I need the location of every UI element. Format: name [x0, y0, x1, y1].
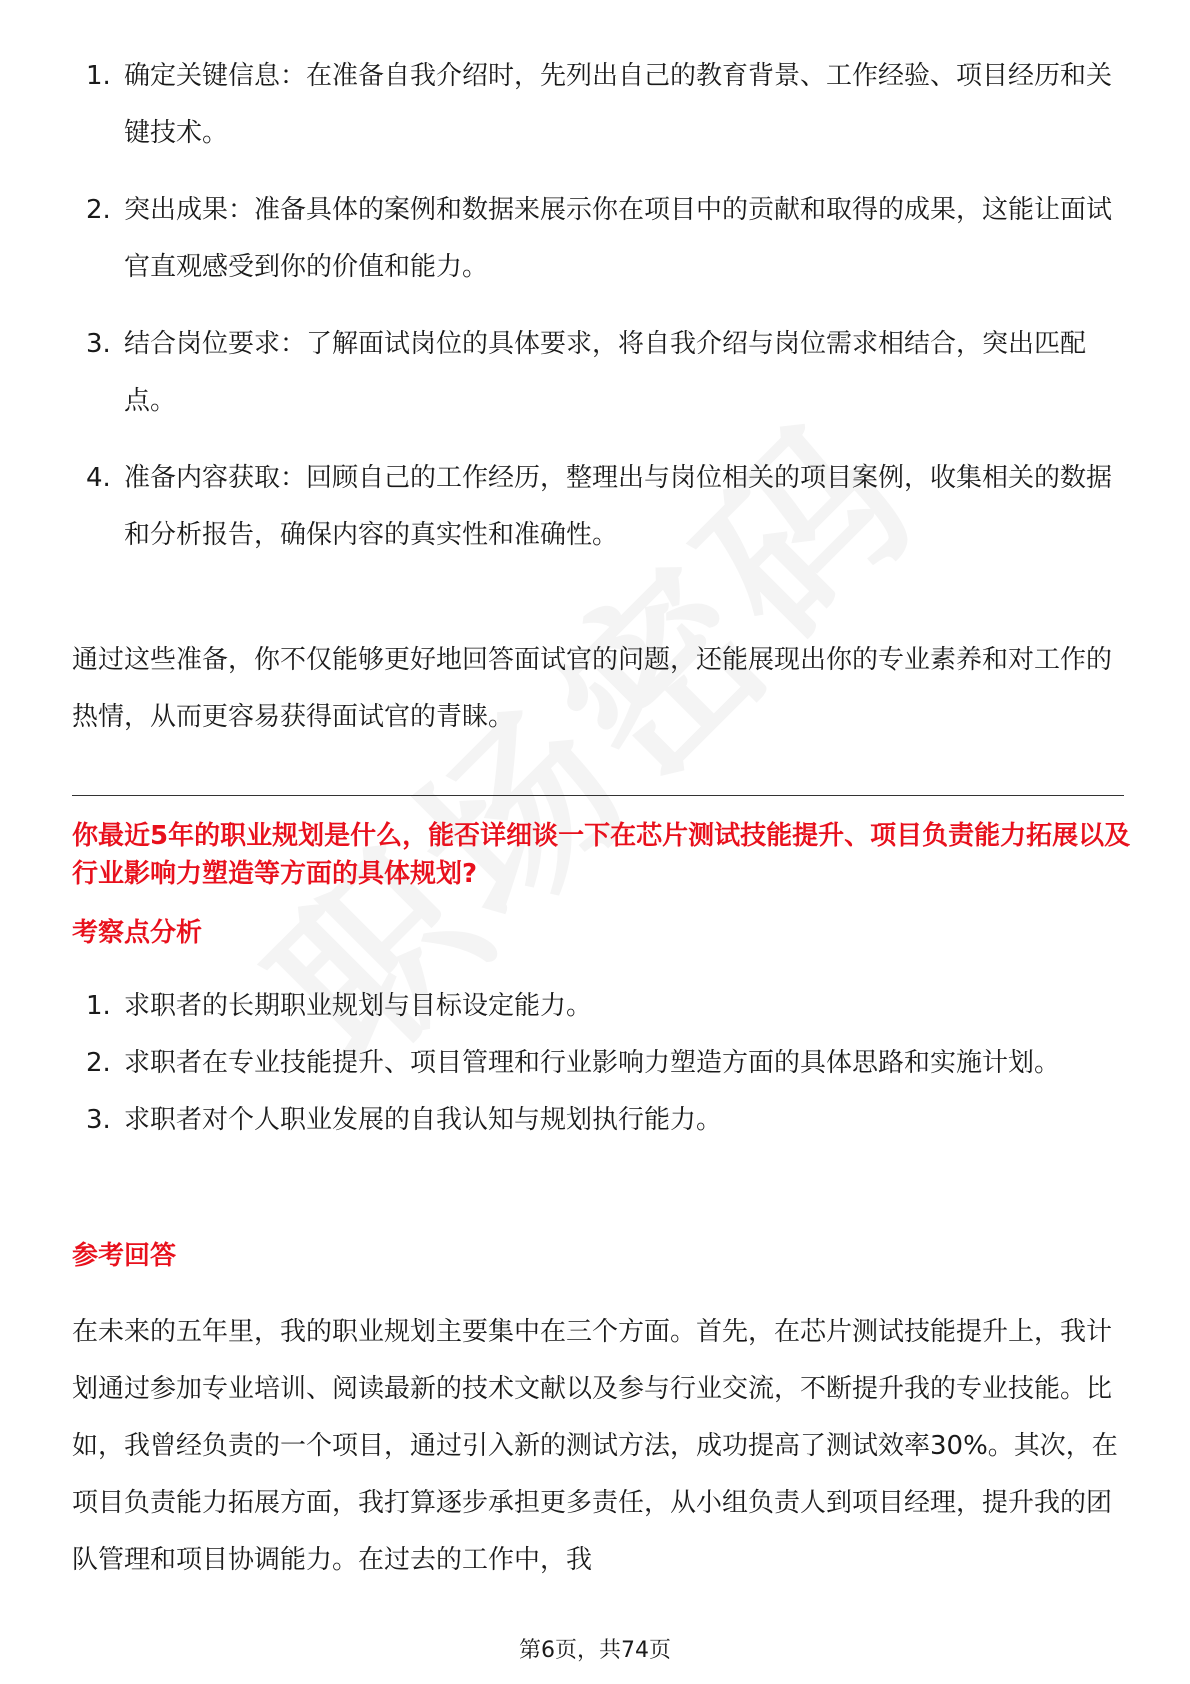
list-item: [72, 450, 1122, 564]
list-text: 突出成果：准备具体的案例和数据来展示你在项目中的贡献和取得的成果，这能让面试官直观感受到你的价值和能力。: [124, 195, 1113, 282]
list-number: 1.: [86, 991, 111, 1021]
list-text: 准备内容获取：回顾自己的工作经历，整理出与岗位相关的项目案例，收集相关的数据和分析报告，确保内容的真实性和准确性。: [124, 463, 1113, 550]
list-item: [72, 978, 1122, 1035]
question-title: 你最近5年的职业规划是什么，能否详细谈一下在芯片测试技能提升、项目负责能力拓展以及行业影响力塑造等方面的具体规划?: [72, 821, 1131, 889]
list-text: 求职者对个人职业发展的自我认知与规划执行能力。: [124, 1105, 723, 1135]
list-number: 2.: [86, 195, 111, 225]
prep-list: [72, 48, 1122, 564]
list-number: 3.: [86, 1105, 111, 1135]
section-divider: [72, 795, 1124, 796]
answer-heading: 参考回答: [72, 1241, 177, 1271]
list-text: 确定关键信息：在准备自我介绍时，先列出自己的教育背景、工作经验、项目经历和关键技术。: [124, 61, 1113, 148]
list-number: 4.: [86, 463, 111, 493]
list-item: [72, 316, 1122, 430]
answer-paragraph: 在未来的五年里，我的职业规划主要集中在三个方面。首先，在芯片测试技能提升上，我计划通过参加专业培训、阅读最新的技术文献以及参与行业交流，不断提升我的专业技能。比如，我曾经负责的一个项目，通过引入新的测试方法，成功提高了测试效率30%。其次，在项目负责能力拓展方面，我打算逐步承担更多责任，从小组负责人到项目经理，提升我的团队管理和项目协调能力。在过去的工作中，我: [72, 1317, 1118, 1575]
list-item: [72, 182, 1122, 296]
analysis-heading: 考察点分析: [72, 918, 203, 948]
list-number: 2.: [86, 1048, 111, 1078]
list-number: 1.: [86, 61, 111, 91]
summary-paragraph: 通过这些准备，你不仅能够更好地回答面试官的问题，还能展现出你的专业素养和对工作的热情，从而更容易获得面试官的青睐。: [72, 645, 1113, 732]
list-text: 结合岗位要求：了解面试岗位的具体要求，将自我介绍与岗位需求相结合，突出匹配点。: [124, 329, 1087, 416]
list-number: 3.: [86, 329, 111, 359]
list-item: [72, 48, 1122, 162]
analysis-list: [72, 978, 1122, 1149]
list-item: [72, 1092, 1122, 1149]
list-text: 求职者的长期职业规划与目标设定能力。: [124, 991, 593, 1021]
list-item: [72, 1035, 1122, 1092]
page-footer: 第6页，共74页: [519, 1638, 671, 1663]
list-text: 求职者在专业技能提升、项目管理和行业影响力塑造方面的具体思路和实施计划。: [124, 1048, 1061, 1078]
